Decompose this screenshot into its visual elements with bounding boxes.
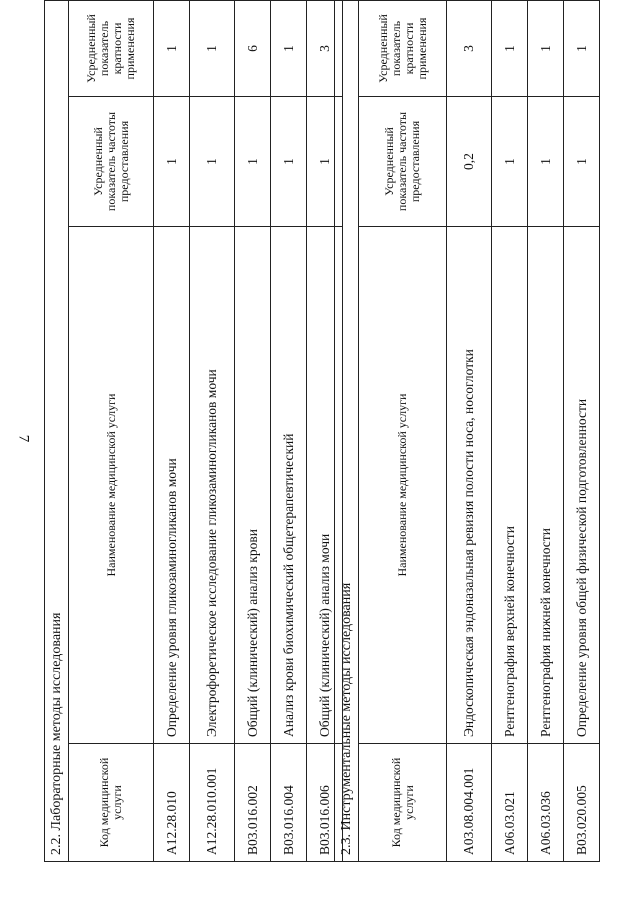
header-name: Наименование медицинской услуги (69, 227, 154, 744)
header-multiplicity: Усредненный показатель кратности применения (359, 1, 447, 97)
frequency-value: 1 (564, 97, 600, 227)
table-row (492, 1, 528, 862)
table-row (271, 1, 307, 862)
table-row (154, 1, 190, 862)
section-laboratory-methods (44, 0, 343, 862)
table-row (447, 1, 492, 862)
frequency-value: 1 (528, 97, 564, 227)
multiplicity-value: 6 (235, 1, 271, 97)
service-name: Общий (клинический) анализ мочи (307, 227, 343, 744)
table-header-row (69, 1, 154, 862)
multiplicity-value: 1 (154, 1, 190, 97)
multiplicity-value: 3 (447, 1, 492, 97)
frequency-value: 0,2 (447, 97, 492, 227)
frequency-value: 1 (190, 97, 235, 227)
service-code: A03.08.004.001 (447, 744, 492, 862)
header-code: Код медицинской услуги (359, 744, 447, 862)
service-code: B03.016.006 (307, 744, 343, 862)
section-title: 2.2. Лабораторные методы исследования (44, 0, 68, 862)
rotated-content (44, 0, 624, 862)
header-name: Наименование медицинской услуги (359, 227, 447, 744)
frequency-value: 1 (271, 97, 307, 227)
header-multiplicity: Усредненный показатель кратности применения (69, 1, 154, 97)
service-code: A06.03.036 (528, 744, 564, 862)
service-code: A12.28.010.001 (190, 744, 235, 862)
table-row (528, 1, 564, 862)
instrumental-methods-table (358, 0, 600, 862)
service-name: Электрофоретическое исследование гликозаминогликанов мочи (190, 227, 235, 744)
section-instrumental-methods (334, 0, 600, 862)
frequency-value: 1 (307, 97, 343, 227)
table-row (235, 1, 271, 862)
service-name: Общий (клинический) анализ крови (235, 227, 271, 744)
header-frequency: Усредненный показатель частоты предоставления (69, 97, 154, 227)
service-name: Рентгенография верхней конечности (492, 227, 528, 744)
multiplicity-value: 1 (271, 1, 307, 97)
frequency-value: 1 (154, 97, 190, 227)
frequency-value: 1 (492, 97, 528, 227)
multiplicity-value: 1 (564, 1, 600, 97)
multiplicity-value: 1 (190, 1, 235, 97)
service-code: A12.28.010 (154, 744, 190, 862)
service-name: Рентгенография нижней конечности (528, 227, 564, 744)
table-row (190, 1, 235, 862)
laboratory-methods-table (68, 0, 343, 862)
header-code: Код медицинской услуги (69, 744, 154, 862)
service-code: B03.016.004 (271, 744, 307, 862)
table-row (564, 1, 600, 862)
service-name: Определение уровня гликозаминогликанов мочи (154, 227, 190, 744)
multiplicity-value: 1 (492, 1, 528, 97)
service-name: Эндоскопическая эндоназальная ревизия полости носа, носоглотки (447, 227, 492, 744)
service-code: A06.03.021 (492, 744, 528, 862)
table-header-row (359, 1, 447, 862)
multiplicity-value: 3 (307, 1, 343, 97)
header-frequency: Усредненный показатель частоты предоставления (359, 97, 447, 227)
frequency-value: 1 (235, 97, 271, 227)
service-name: Определение уровня общей физической подготовленности (564, 227, 600, 744)
service-code: B03.016.002 (235, 744, 271, 862)
service-code: B03.020.005 (564, 744, 600, 862)
page-number: 7 (15, 434, 32, 443)
service-name: Анализ крови биохимический общетерапевтический (271, 227, 307, 744)
multiplicity-value: 1 (528, 1, 564, 97)
section-title: 2.3. Инструментальные методы исследования (334, 0, 358, 862)
